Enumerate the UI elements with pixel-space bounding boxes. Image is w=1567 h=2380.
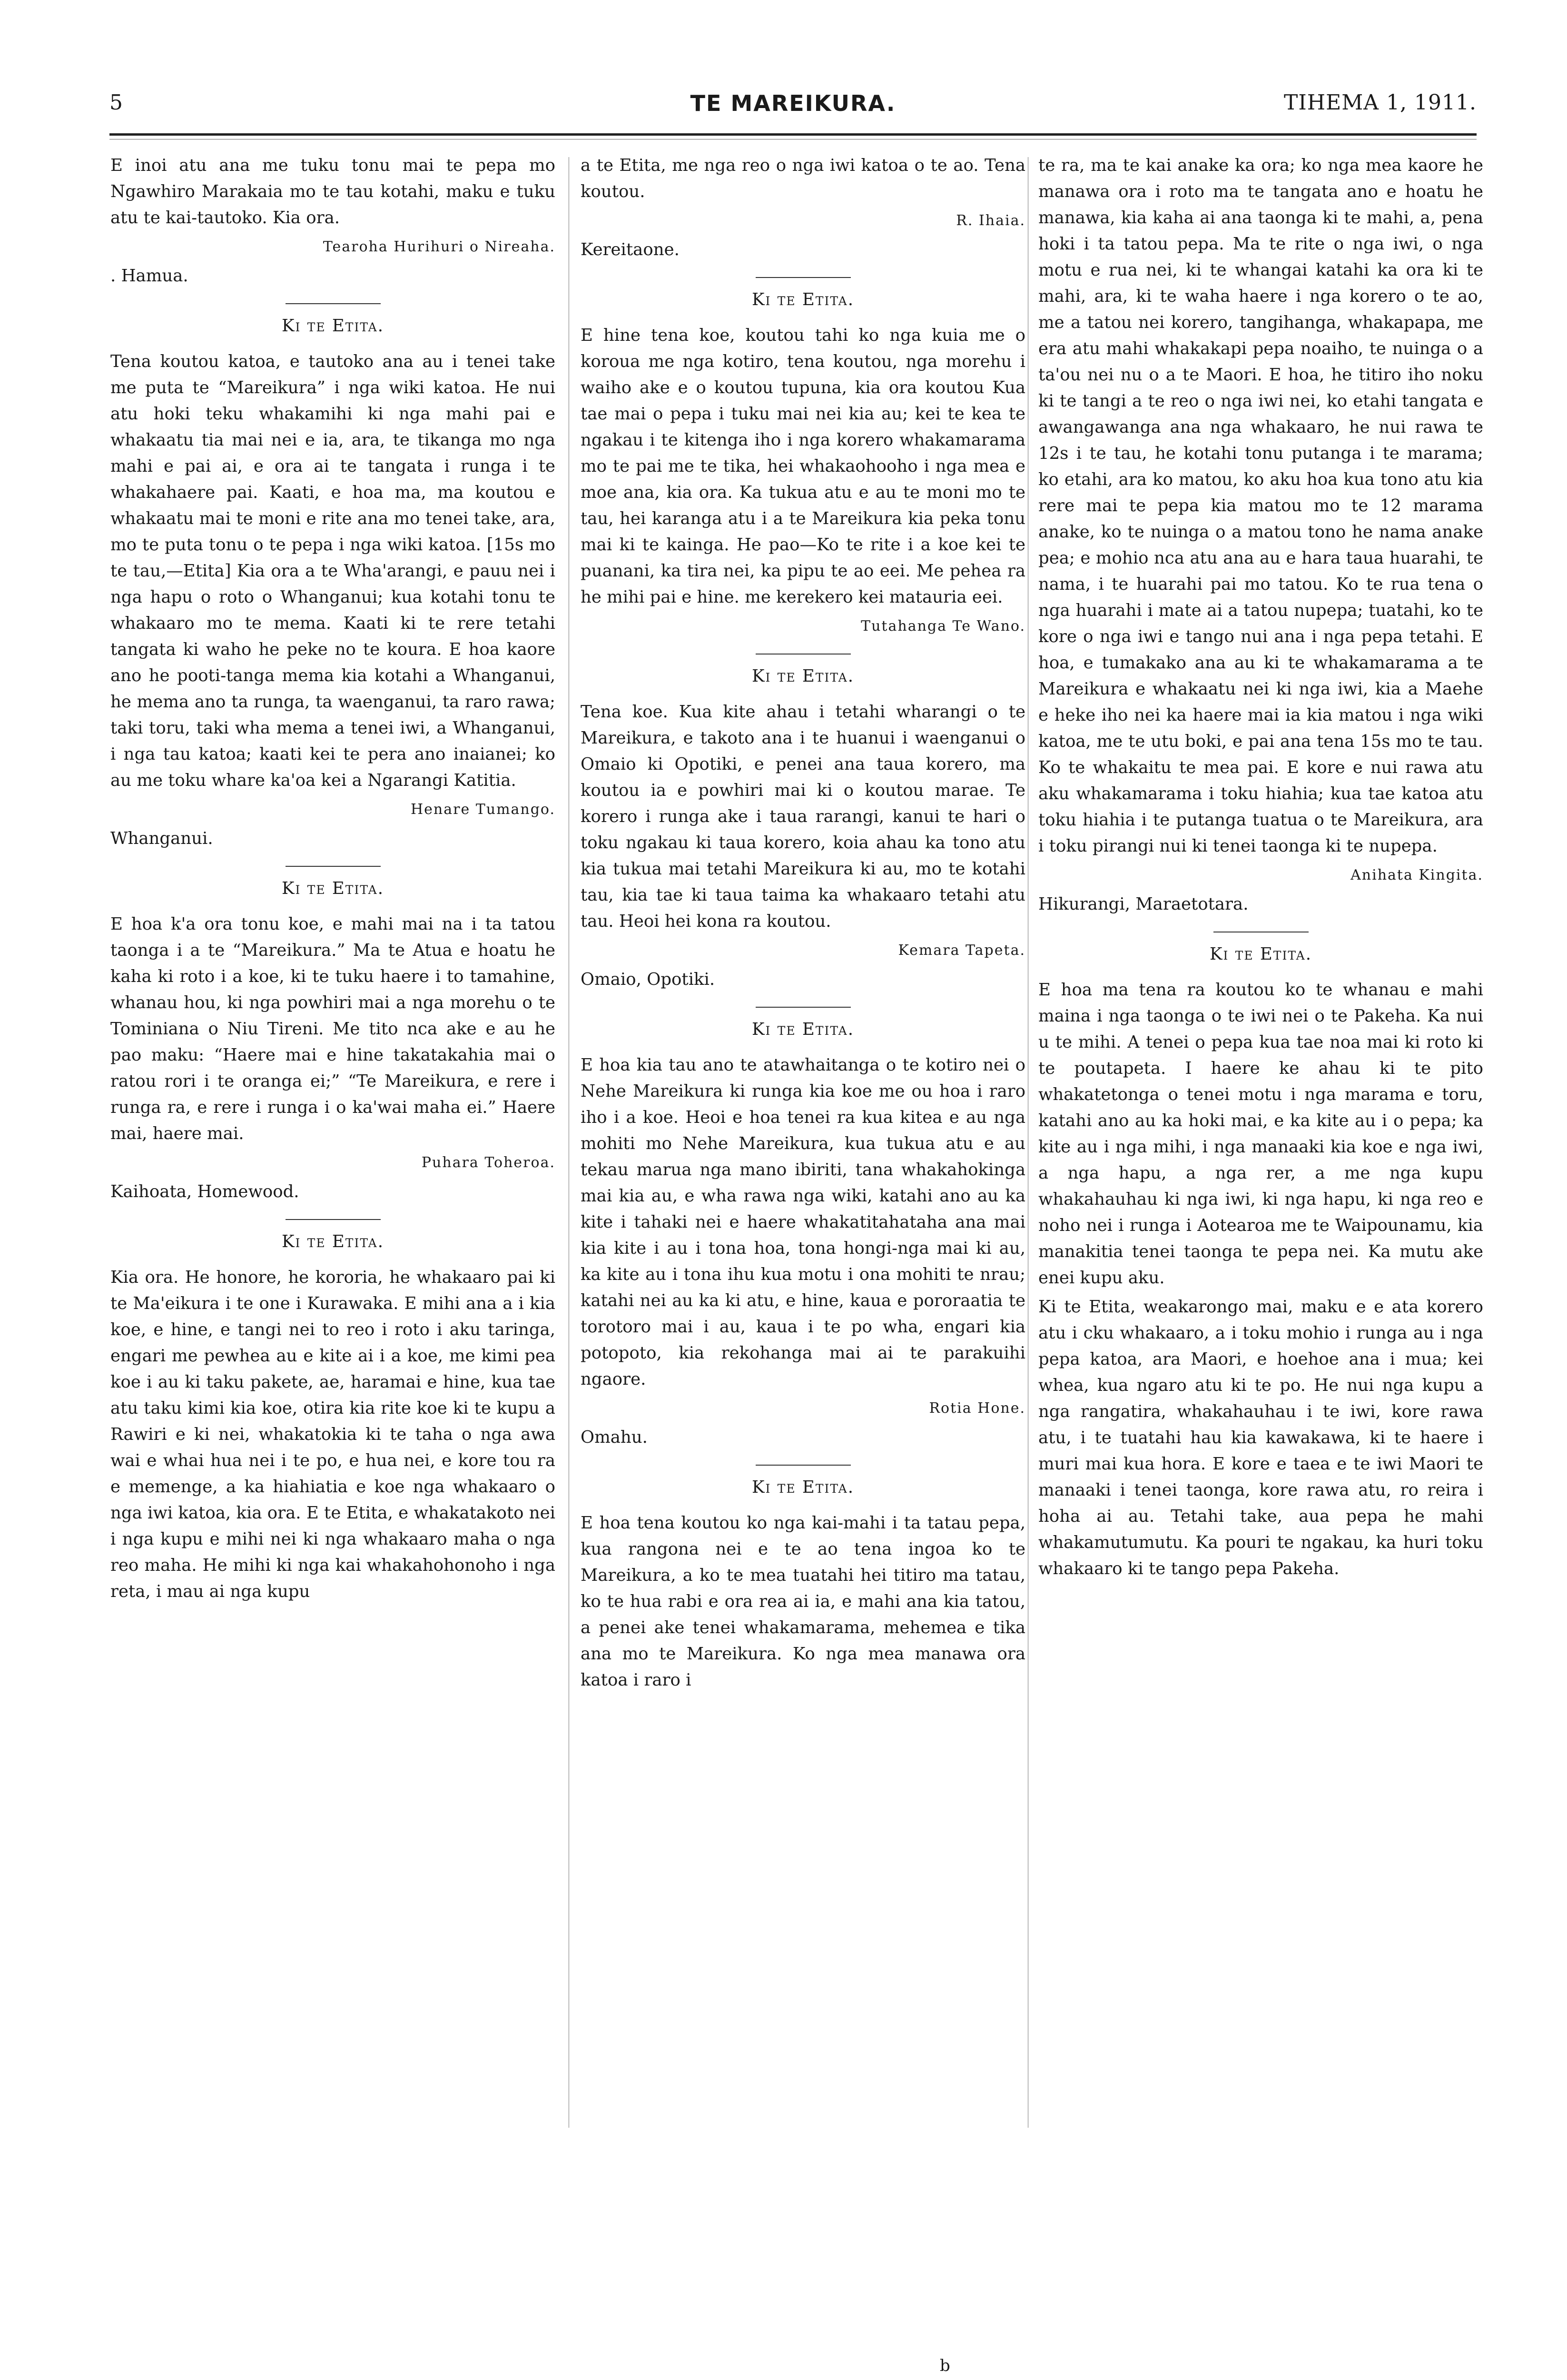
letter-signature: R. Ihaia. (956, 212, 1025, 229)
page-header (109, 90, 1477, 133)
letter-paragraph: E hoa kia tau ano te atawhaitanga o te kotiro nei o Nehe Mareikura ki runga kia koe me ou hoa i raro iho i a koe. Heoi e hoa tenei ra kua kitea e au nga mohiti mo Nehe Mareikura, kua tukua atu e au tekau marua nga mano ibiriti, tana whakahokinga mai kia au, e wha rawa nga wiki, katahi ano au ka kite i tahaki nei e haere whakatitahataha ana mai kia kite i au i tona hoa, tona hongi-nga mai ki au, ka kite au i tona ihu kua motu i ona mohiti te nrau; katahi nei au ka ki atu, e hine, kaua e pororaatia te torotoro mai i au, kaua i te po wha, engari kia potopoto, kia rekohanga mai ai te parakuihi ngaore. (581, 1055, 1025, 1389)
page-number: 5 (109, 90, 123, 115)
section-separator (286, 303, 381, 304)
section-separator (756, 1465, 851, 1466)
column-2 (581, 152, 1025, 1696)
section-separator (756, 277, 851, 278)
header-rule (109, 133, 1477, 136)
letter-place: . Hamua. (110, 266, 188, 286)
letter-heading: Ki te Etita. (281, 316, 384, 336)
letter-place: Whanganui. (110, 829, 213, 848)
letter-heading: Ki te Etita. (751, 1020, 854, 1039)
letter-signature: Henare Tumango. (410, 801, 555, 818)
letter-signature: Puhara Toheroa. (421, 1154, 555, 1171)
letter-heading: Ki te Etita. (751, 666, 854, 686)
letter-paragraph: Ki te Etita, weakarongo mai, maku e e ata korero atu i cku whakaaro, a i toku mohio i runga au i nga pepa katoa, ara Maori, e hoehoe ana i mua; kei whea, kua ngaro atu ki te po. He nui nga kupu a nga rangatira, whakahauhau i te iwi, kore rawa atu, i te tuatahi hau kia kawakawa, ki te haere i muri mai kua hora. E kore e taea e te iwi Maori te manaaki i tenei taonga, kore rawa atu, ro reira i hoha ai au. Tetahi take, aua pepa he mahi whakamutumutu. Ka pouri te ngakau, ka huri toku whakaaro ki te tango pepa Pakeha. (1038, 1297, 1483, 1578)
letter-signature: Anihata Kingita. (1350, 867, 1483, 883)
letter-paragraph: Tena koutou katoa, e tautoko ana au i tenei take me puta te “Mareikura” i nga wiki katoa. He nui atu hoki teku whakamihi ki nga mahi pai e whakaatu tia mai nei e ia, ara, te tikanga mo nga mahi e pai ai, e ora ai te tangata i runga i te whakahaere pai. Kaati, e hoa ma, ma koutou e whakaatu mai te moni e rite ana mo tenei take, ara, mo te puta tonu o te pepa i nga wiki katoa. [15s mo te tau,—Etita] Kia ora a te Wha'arangi, e pauu nei i nga hapu o roto o Whanganui; kua kotahi tonu te whakaaro mo te mema. Kaati ki te rere tetahi tangata ki waho he peke no te koura. E hoa kaore ano he pooti-tanga mema kia kotahi a Whanganui, he mema ano ta runga, ta waenganui, ta raro rawa; taki toru, taki wha mema a tenei iwi, a Whanganui, i nga tau katoa; kaati kei te pera ano inaianei; ko au me toku whare ka'oa kei a Ngarangi Katitia. (110, 352, 555, 790)
letter-paragraph: Tena koe. Kua kite ahau i tetahi wharangi o te Mareikura, e takoto ana i te huanui i waenganui o Omaio ki Opotiki, e penei ana taua korero, ma koutou ia e powhiri mai ki o koutou marae. Te korero i runga ake i taua rarangi, kanui te hari o toku ngakau ki taua korero, koia ahau ka tono atu kia tukua mai tetahi Mareikura ki au, mo te kotahi tau, kia tae ki taua taima ka whakaaro tetahi atu tau. Heoi hei kona ra koutou. (581, 702, 1025, 931)
letter-place: Kaihoata, Homewood. (110, 1182, 299, 1201)
letter-paragraph: te ra, ma te kai anake ka ora; ko nga mea kaore he manawa ora i roto ma te tangata ano e hoatu he manawa, kia kaha ai ana taonga ki te mahi, a, pena hoki i ta tatou pepa. Ma te rite o nga iwi, o nga motu e rua nei, ki te whangai katahi ka ora ki te mahi, ara, ki te waha haere i nga korero o te ao, me a tatou nei korero, tangihanga, whakapapa, me era atu mahi whakakapi pepa noaiho, te nuinga o a ta'ou nei nu o a te Maori. E hoa, he titiro iho noku ki te tangi a te reo o nga iwi nei, ko etahi tangata e awangawanga ana nga whakaaro, he nui rawa te 12s i te tau, he kotahi tonu putanga i te marama; ko etahi, ara ko matou, ko aku hoa kua tono atu kia rere mai te pepa kia matou mo te 12 marama anake, ko te nuinga o a matou tono he nama anake pea; e mohio nca atu ana au e hara taua huarahi, te nama, i te huarahi pai mo tatou. Ko te rua tena o nga huarahi i mate ai a tatou nupepa; tuatahi, ko te kore o nga iwi e tango nui ana i nga pepa tetahi. E hoa, e tumakako ana au ki te whakamarama a te Mareikura e whakaatu nei ki nga iwi, kia a Maehe e heke iho nei ka haere mai ia kia matou i nga wiki katoa, me te utu boki, e pai ana tena 15s mo te tau. Ko te whakaitu te mea pai. E kore e nui rawa atu aku whakamarama i toku hiahia; kua tae katoa atu toku hiahia i te putanga tuatua o te Mareikura, ara i toku pirangi nui ki tenei taonga ki te nupepa. (1038, 156, 1483, 856)
letter-paragraph: E hoa tena koutou ko nga kai-mahi i ta tatau pepa, kua rangona nei e te ao tena ingoa ko te Mareikura, a ko te mea tuatahi hei titiro ma tatau, ko te hua rabi e ora rea ai ia, e mahi ana kia tatou, a penei ake tenei whakamarama, mehemea e tika ana mo te Mareikura. Ko nga mea manawa ora katoa i raro i (581, 1513, 1025, 1690)
letter-place: Omahu. (581, 1428, 648, 1447)
column-3 (1038, 152, 1483, 1585)
letter-paragraph: a te Etita, me nga reo o nga iwi katoa o te ao. Tena koutou. (581, 156, 1025, 201)
letter-heading: Ki te Etita. (281, 879, 384, 898)
letter-place: Kereitaone. (581, 240, 680, 259)
letter-heading: Ki te Etita. (751, 290, 854, 309)
footer-mark: b (940, 2356, 950, 2375)
letter-signature: Tutahanga Te Wano. (861, 618, 1025, 635)
letter-place: Omaio, Opotiki. (581, 970, 715, 989)
letter-place: Hikurangi, Maraetotara. (1038, 894, 1249, 914)
letter-paragraph: E inoi atu ana me tuku tonu mai te pepa mo Ngawhiro Marakaia mo te tau kotahi, maku e tuku atu te kai-tautoko. Kia ora. (110, 156, 555, 228)
letter-heading: Ki te Etita. (281, 1232, 384, 1251)
column-1 (110, 152, 555, 1607)
letter-heading: Ki te Etita. (751, 1478, 854, 1497)
letter-paragraph: Kia ora. He honore, he kororia, he whakaaro pai ki te Ma'eikura i te one i Kurawaka. E mihi ana a i kia koe, e hine, e tangi nei to reo i roto i aku taringa, engari me pewhea au e kite ai i a koe, me kimi pea koe i au ki taku pakete, ae, haramai e hine, kua tae atu taku kimi kia koe, otira kia rite koe ki te kupu a Rawiri e ki nei, whakatokia ki te taha o nga awa wai e whai hua nei i te po, e hua nei, e kore tou ra e memenge, a ka hiahiatia e koe nga whakaaro o nga iwi katoa, kia ora. E te Etita, e whakatakoto nei i nga kupu e mihi nei ki nga whakaaro maha o nga reo maha. He mihi ki nga kai whakahohonoho i nga reta, i mau ai nga kupu (110, 1268, 555, 1601)
letter-heading: Ki te Etita. (1209, 944, 1312, 964)
section-separator (286, 866, 381, 867)
letter-signature: Tearoha Hurihuri o Nireaha. (323, 238, 555, 255)
letter-paragraph: E hoa k'a ora tonu koe, e mahi mai na i ta tatou taonga i a te “Mareikura.” Ma te Atua e hoatu he kaha ki roto i a koe, ki te tuku haere i to tamahine, whanau hou, ki nga powhiri mai a nga morehu o te Tominiana o Niu Tireni. Me tito nca ake e au he pao maku: “Haere mai e hine takatakahia mai o ratou rori i te oranga ei;” “Te Mareikura, e rere i runga ra, e rere i runga i o ka'wai maha ei.” Haere mai, haere mai. (110, 914, 555, 1143)
letter-paragraph: E hine tena koe, koutou tahi ko nga kuia me o koroua me nga kotiro, tena koutou, nga morehu i waiho ake e o koutou tupuna, kia ora koutou Kua tae mai o pepa i tuku mai nei kia au; kei te kea te ngakau i te kitenga iho i nga korero whakamarama mo te pai me te tika, hei whakaohooho i nga mea e moe ana, kia ora. Ka tukua atu e au te moni mo te tau, hei karanga atu i a te Mareikura kia peka tonu mai ki te kainga. He pao—Ko te rite i a koe kei te puanani, ka tira nei, ka pipu te ao eei. Me pehea ra he mihi pai e hine. me kerekero kei matauria eei. (581, 326, 1025, 607)
section-separator (286, 1219, 381, 1220)
issue-date: TIHEMA 1, 1911. (1284, 90, 1477, 115)
letter-signature: Kemara Tapeta. (898, 942, 1025, 959)
newspaper-title: TE MAREIKURA. (690, 90, 896, 116)
letter-paragraph: E hoa ma tena ra koutou ko te whanau e mahi maina i nga taonga o te iwi nei o te Pakeha. Ka nui u te mihi. A tenei o pepa kua tae noa mai ki roto ki te poutapeta. I haere ke ahau ki te pito whakatetonga o tenei motu i nga marama e toru, katahi ano au ka hoki mai, e ka kite au i o pepa; ka kite au i nga mihi, i nga manaaki kia koe e nga iwi, a nga hapu, a nga rer, a me nga kupu whakahauhau ki nga iwi, ki nga hapu, ki nga reo e noho nei i runga i Aotearoa me te Waipounamu, kia manakitia tenei taonga te pepa nei. Ka mutu ake enei kupu aku. (1038, 980, 1483, 1288)
letter-signature: Rotia Hone. (929, 1400, 1025, 1417)
section-separator (756, 1007, 851, 1008)
